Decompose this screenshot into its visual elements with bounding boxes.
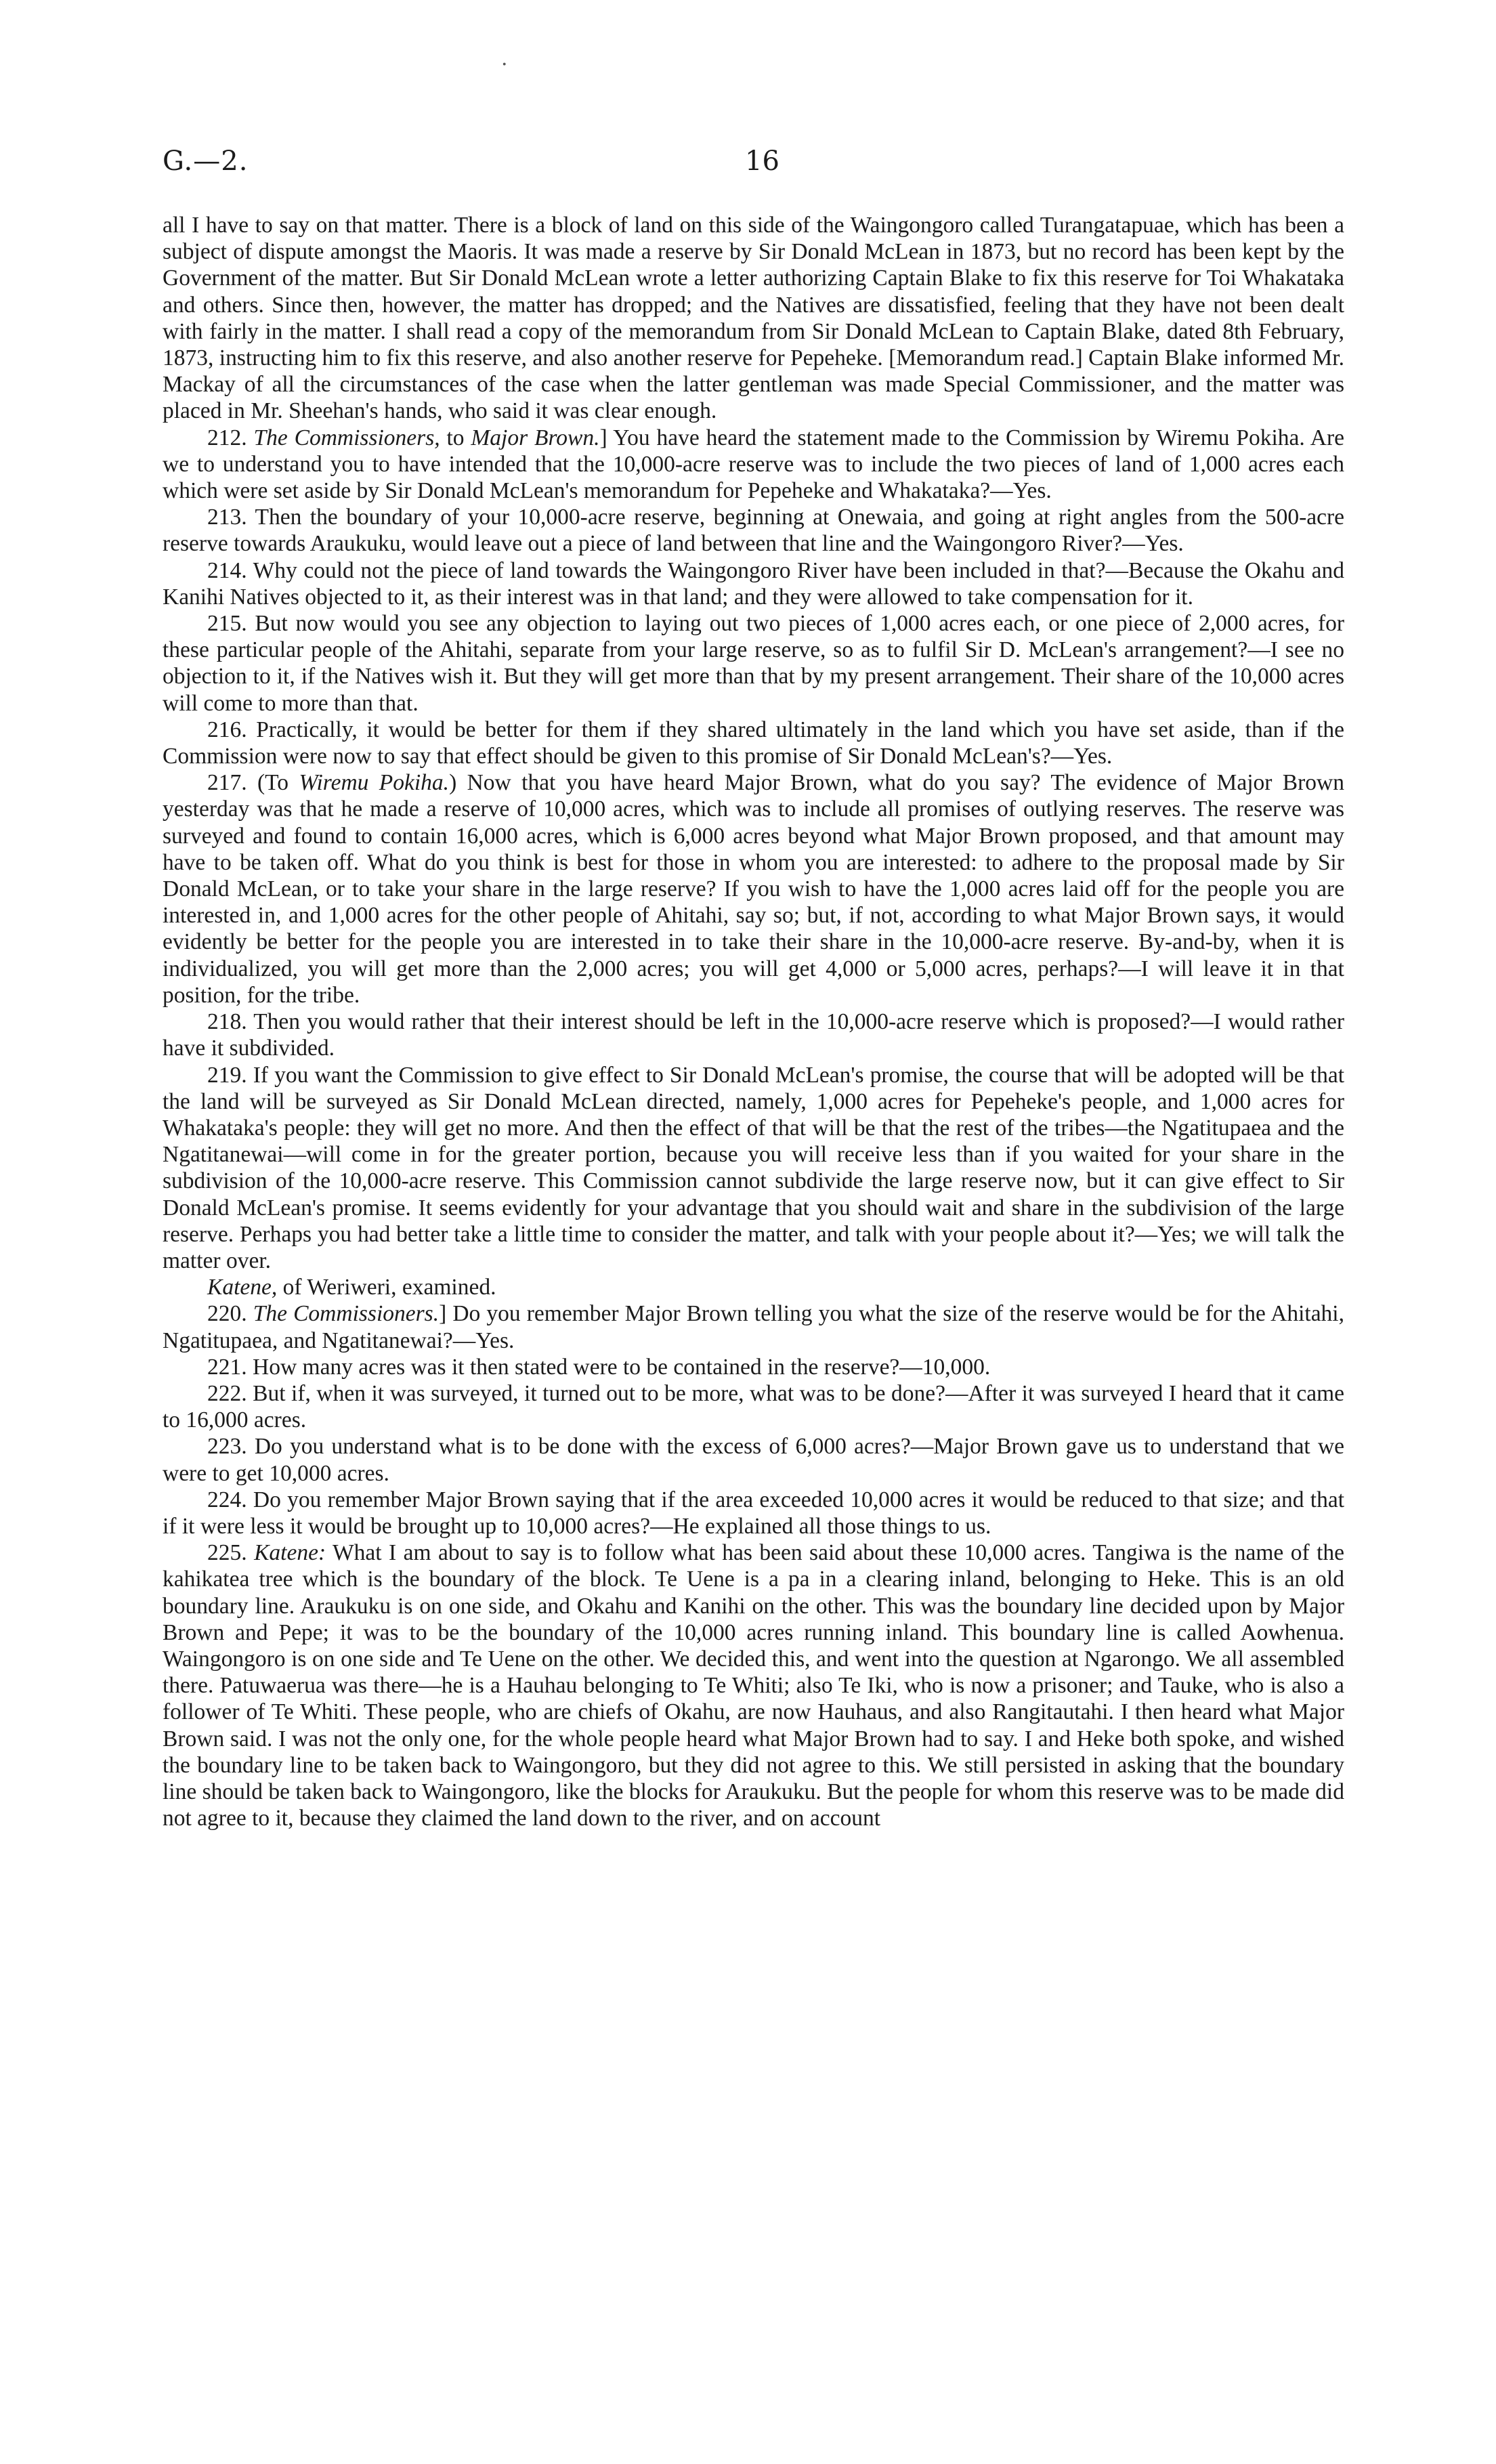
question-221: 221. How many acres was it then stated were to be contained in the reserve?—10,000. <box>207 1354 991 1380</box>
body-text <box>163 212 1344 1831</box>
paragraph-continuation: all I have to say on that matter. There is a block of land on this side of the Waingongoro called Turangatapuae, which has been a subject of dispute amongst the Maoris. It was made a reserve by Sir Donald McLean in 1873, but no record has been kept by the Government of the matter. But Sir Donald McLean wrote a letter authorizing Captain Blake to fix this reserve for Toi Whakataka and others. Since then, however, the matter has dropped; and the Natives are dissatisfied, feeling that they have not been dealt with fairly in the matter. I shall read a copy of the memorandum from Sir Donald McLean to Captain Blake, dated 8th February, 1873, instructing him to fix this reserve, and also another reserve for Pepeheke. [Memorandum read.] Captain Blake informed Mr. Mackay of all the circumstances of the case when the latter gentleman was made Special Commissioner, and the matter was placed in Mr. Sheehan's hands, who said it was clear enough. <box>163 213 1344 424</box>
question-212: 212. The Commissioners, to Major Brown.] You have heard the statement made to the Commission by Wiremu Pokiha. Are we to understand you to have intended that the 10,000-acre reserve was to include the two pieces of land of 1,000 acres each which were set aside by Sir Donald McLean's memorandum for Pepeheke and Whakataka?—Yes. <box>163 425 1344 504</box>
page-header <box>163 146 1344 186</box>
scan-speck: · <box>501 53 508 77</box>
question-223: 223. Do you understand what is to be done with the excess of 6,000 acres?—Major Brown gave us to understand that we were to get 10,000 acres. <box>163 1434 1344 1486</box>
question-219: 219. If you want the Commission to give effect to Sir Donald McLean's promise, the course that will be adopted will be that the land will be surveyed as Sir Donald McLean directed, namely, 1,000 acres for Pepeheke's people, and 1,000 acres for Whakataka's people: they will get no more. And then the effect of that will be that the rest of the tribes—the Ngatitupaea and the Ngatitanewai—will come in for the greater portion, because you will receive less than if you waited for your share in the subdivision of the 10,000-acre reserve. This Commission cannot subdivide the large reserve now, but it can give effect to Sir Donald McLean's promise. It seems evidently for your advantage that you should wait and share in the subdivision of the large reserve. Perhaps you had better take a little time to consider the matter, and talk with your people about it?—Yes; we will talk the matter over. <box>163 1062 1344 1273</box>
question-222: 222. But if, when it was surveyed, it turned out to be more, what was to be done?—After it was surveyed I heard that it came to 16,000 acres. <box>163 1380 1344 1433</box>
question-220: 220. The Commissioners.] Do you remember Major Brown telling you what the size of the reserve would be for the Ahitahi, Ngatitupaea, and Ngatitanewai?—Yes. <box>163 1301 1344 1353</box>
question-224: 224. Do you remember Major Brown saying that if the area exceeded 10,000 acres it would be reduced to that size; and that if it were less it would be brought up to 10,000 acres?—He explained all those things to us. <box>163 1487 1345 1539</box>
question-214: 214. Why could not the piece of land towards the Waingongoro River have been included in that?—Because the Okahu and Kanihi Natives objected to it, as their interest was in that land; and they were allowed to take compensation for it. <box>163 557 1344 610</box>
question-213: 213. Then the boundary of your 10,000-acre reserve, beginning at Onewaia, and going at right angles from the 500-acre reserve towards Araukuku, would leave out a piece of land between that line and the Waingongoro River?—Yes. <box>163 505 1344 557</box>
witness-heading: Katene, of Weriweri, examined. <box>207 1275 496 1300</box>
question-217: 217. (To Wiremu Pokiha.) Now that you have heard Major Brown, what do you say? The evidence of Major Brown yesterday was that he made a reserve of 10,000 acres, which was to include all promises of outlying reserves. The reserve was surveyed and found to contain 16,000 acres, which is 6,000 acres beyond what Major Brown proposed, and that amount may have to be taken off. What do you think is best for those in whom you are interested: to adhere to the proposal made by Sir Donald McLean, or to take your share in the large reserve? If you wish to have the 1,000 acres laid off for the people you are interested in, and 1,000 acres for the other people of Ahitahi, say so; but, if not, according to what Major Brown says, it would evidently be better for the people you are interested in to take their share in the 10,000-acre reserve. By-and-by, when it is individualized, you will get more than the 2,000 acres; you will get 4,000 or 5,000 acres, perhaps?—I will leave it in that position, for the tribe. <box>163 770 1344 1008</box>
question-218: 218. Then you would rather that their interest should be left in the 10,000-acre reserve which is proposed?—I would rather have it subdivided. <box>163 1009 1344 1061</box>
document-reference: G.—2. <box>163 146 249 177</box>
question-215: 215. But now would you see any objection to laying out two pieces of 1,000 acres each, or one piece of 2,000 acres, for these particular people of the Ahitahi, separate from your large reserve, so as to fulfil Sir D. McLean's arrangement?—I see no objection to it, if the Natives wish it. But they will get more than that by my present arrangement. Their share of the 10,000 acres will come to more than that. <box>163 611 1345 716</box>
question-216: 216. Practically, it would be better for them if they shared ultimately in the land which you have set aside, than if the Commission were now to say that effect should be given to this promise of Sir Donald McLean's?—Yes. <box>163 717 1344 769</box>
page-number: 16 <box>745 146 779 177</box>
question-225: 225. Katene: What I am about to say is to follow what has been said about these 10,000 acres. Tangiwa is the name of the kahikatea tree which is the boundary of the block. Te Uene is a pa in a clearing inland, belonging to Heke. This is an old boundary line. Araukuku is on one side, and Okahu and Kanihi on the other. This was the boundary line decided upon by Major Brown and Pepe; it was to be the boundary of the 10,000 acres running inland. This boundary line is called Aowhenua. Waingongoro is on one side and Te Uene on the other. We decided this, and went into the question at Ngarongo. We all assembled there. Patuwaerua was there—he is a Hauhau belonging to Te Whiti; also Te Iki, who is now a prisoner; and Tauke, who is also a follower of Te Whiti. These people, who are chiefs of Okahu, are now Hauhaus, and also Rangitautahi. I then heard what Major Brown said. I was not the only one, for the whole people heard what Major Brown had to say. I and Heke both spoke, and wished the boundary line to be taken back to Waingongoro, but they did not agree to this. We still persisted in asking that the boundary line should be taken back to Waingongoro, like the blocks for Araukuku. But the people for whom this reserve was to be made did not agree to it, because they claimed the land down to the river, and on account <box>163 1540 1344 1831</box>
